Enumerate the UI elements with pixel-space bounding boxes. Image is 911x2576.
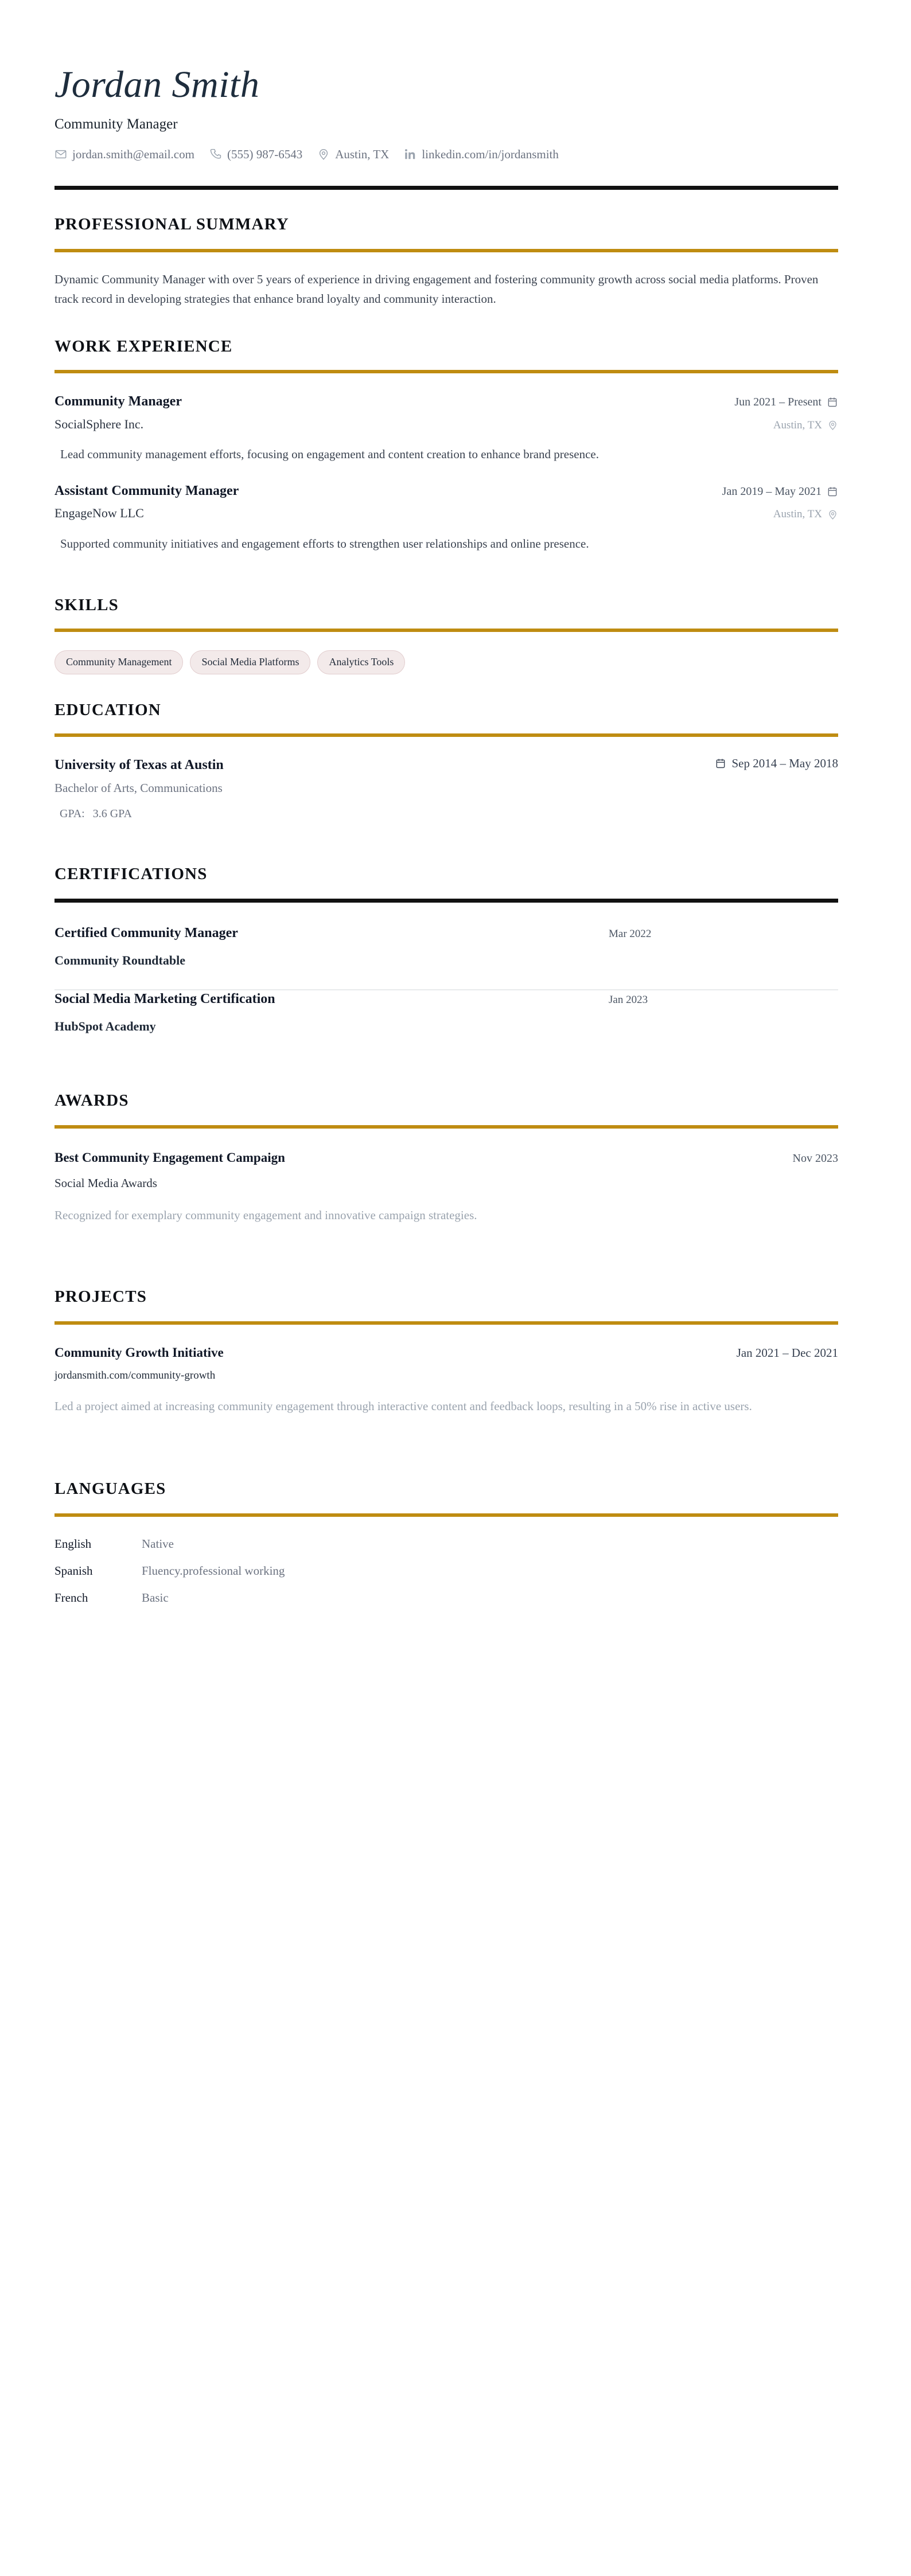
certification-date: Jan 2023 (609, 993, 648, 1006)
project-description: Led a project aimed at increasing community engagement through interactive content and feedback loops, resulting in a 50% rise in active users. (54, 1399, 752, 1414)
award-entry-header (54, 1149, 838, 1166)
certification-entry-header (54, 990, 838, 1008)
certification-date: Mar 2022 (609, 927, 652, 940)
section-heading-skills: SKILLS (54, 596, 119, 615)
section-certifications (54, 840, 838, 1056)
work-entry-header (54, 393, 838, 411)
section-heading-languages: LANGUAGES (54, 1479, 166, 1498)
education-gpa-label: GPA: (60, 807, 85, 820)
work-date (722, 484, 838, 499)
envelope-icon (54, 148, 67, 161)
award-entry (54, 1149, 838, 1225)
language-row (54, 1590, 838, 1606)
section-heading-projects: PROJECTS (54, 1287, 147, 1306)
contact-email-text: jordan.smith@email.com (72, 147, 194, 161)
section-work-experience (54, 309, 838, 553)
education-gpa-value: 3.6 GPA (92, 807, 132, 820)
section-heading-summary: PROFESSIONAL SUMMARY (54, 215, 289, 234)
linkedin-icon (404, 148, 416, 161)
work-entry (54, 482, 838, 553)
language-row (54, 1536, 838, 1552)
contact-location-text: Austin, TX (335, 147, 390, 161)
section-projects (54, 1244, 838, 1416)
location-pin-icon (317, 148, 330, 161)
section-rule-skills (54, 629, 838, 632)
calendar-icon (827, 486, 838, 497)
certification-issuer: HubSpot Academy (54, 1019, 156, 1034)
education-degree: Bachelor of Arts, Communications (54, 781, 223, 795)
section-skills (54, 572, 838, 674)
education-date (715, 756, 839, 771)
section-heading-certifications: CERTIFICATIONS (54, 864, 208, 883)
award-issuer: Social Media Awards (54, 1176, 157, 1190)
certification-entry (54, 990, 838, 1056)
award-title: Best Community Engagement Campaign (54, 1150, 285, 1165)
section-rule-languages (54, 1513, 838, 1517)
calendar-icon (715, 758, 726, 769)
contact-email[interactable] (54, 148, 194, 161)
work-location (773, 508, 838, 522)
work-description: Lead community management efforts, focusing on engagement and content creation to enhance brand presence. (60, 447, 599, 462)
work-entry (54, 393, 838, 464)
header-divider (54, 186, 838, 190)
certification-issuer: Community Roundtable (54, 953, 185, 967)
contact-location (317, 148, 389, 161)
section-professional-summary (54, 190, 838, 309)
work-date-text: Jun 2021 – Present (734, 396, 822, 409)
project-link[interactable]: jordansmith.com/community-growth (54, 1369, 216, 1382)
work-job-title: Assistant Community Manager (54, 483, 239, 499)
education-gpa (60, 806, 838, 821)
skill-chip: Community Management (54, 650, 183, 674)
work-location-text: Austin, TX (773, 419, 822, 431)
work-date-text: Jan 2019 – May 2021 (722, 485, 822, 498)
certification-name: Certified Community Manager (54, 925, 238, 940)
section-awards (54, 1056, 838, 1225)
education-entry (54, 756, 838, 821)
location-pin-icon (827, 509, 838, 520)
skill-chip: Social Media Platforms (190, 650, 310, 674)
location-pin-icon (827, 420, 838, 431)
contact-linkedin[interactable] (404, 148, 559, 161)
language-name: Spanish (54, 1564, 93, 1578)
language-level: Native (142, 1536, 174, 1551)
language-name: English (54, 1536, 92, 1551)
work-entry-subheader (54, 416, 838, 433)
candidate-name: Jordan Smith (54, 64, 260, 106)
candidate-job-title: Community Manager (54, 116, 178, 132)
work-company: EngageNow LLC (54, 506, 144, 521)
section-rule-summary (54, 249, 838, 252)
contact-linkedin-text: linkedin.com/in/jordansmith (422, 147, 559, 161)
certification-name: Social Media Marketing Certification (54, 991, 275, 1006)
project-title: Community Growth Initiative (54, 1345, 224, 1360)
language-level: Basic (142, 1591, 169, 1605)
resume-header (54, 54, 838, 161)
skills-chip-list (54, 650, 838, 674)
section-rule-projects (54, 1321, 838, 1325)
calendar-icon (827, 396, 838, 408)
phone-icon (209, 148, 222, 161)
project-entry-header (54, 1344, 838, 1361)
summary-text: Dynamic Community Manager with over 5 years of experience in driving engagement and fostering community growth across social media platforms. Proven track record in developing strategies that enhance brand loyalty and community interaction. (54, 272, 819, 306)
work-description: Supported community initiatives and engagement efforts to strengthen user relationships and online presence. (60, 537, 589, 551)
award-description: Recognized for exemplary community engagement and innovative campaign strategies. (54, 1208, 477, 1222)
work-date (734, 395, 838, 409)
section-rule-education (54, 733, 838, 737)
section-languages (54, 1435, 838, 1687)
work-company: SocialSphere Inc. (54, 416, 144, 431)
work-entry-header (54, 482, 838, 500)
section-heading-education: EDUCATION (54, 700, 161, 719)
skill-chip: Analytics Tools (317, 650, 405, 674)
contact-row (54, 148, 838, 161)
section-heading-awards: AWARDS (54, 1091, 129, 1110)
work-location-text: Austin, TX (773, 508, 822, 521)
section-education (54, 674, 838, 821)
section-heading-work: WORK EXPERIENCE (54, 337, 233, 356)
certification-entry-header (54, 924, 838, 942)
section-rule-work (54, 370, 838, 373)
project-date: Jan 2021 – Dec 2021 (736, 1345, 838, 1360)
section-rule-certifications (54, 899, 838, 903)
work-entry-subheader (54, 505, 838, 522)
work-location (773, 419, 838, 433)
education-school: University of Texas at Austin (54, 758, 224, 773)
education-date-text: Sep 2014 – May 2018 (731, 756, 838, 770)
award-date: Nov 2023 (792, 1152, 838, 1165)
language-name: French (54, 1591, 88, 1605)
project-entry (54, 1344, 838, 1416)
contact-phone[interactable] (209, 148, 302, 161)
language-row (54, 1563, 838, 1579)
section-rule-awards (54, 1125, 838, 1129)
education-entry-header (54, 756, 838, 775)
language-level: Fluency.professional working (142, 1564, 285, 1578)
contact-phone-text: (555) 987-6543 (227, 147, 303, 161)
work-job-title: Community Manager (54, 394, 182, 409)
certification-entry (54, 924, 838, 990)
